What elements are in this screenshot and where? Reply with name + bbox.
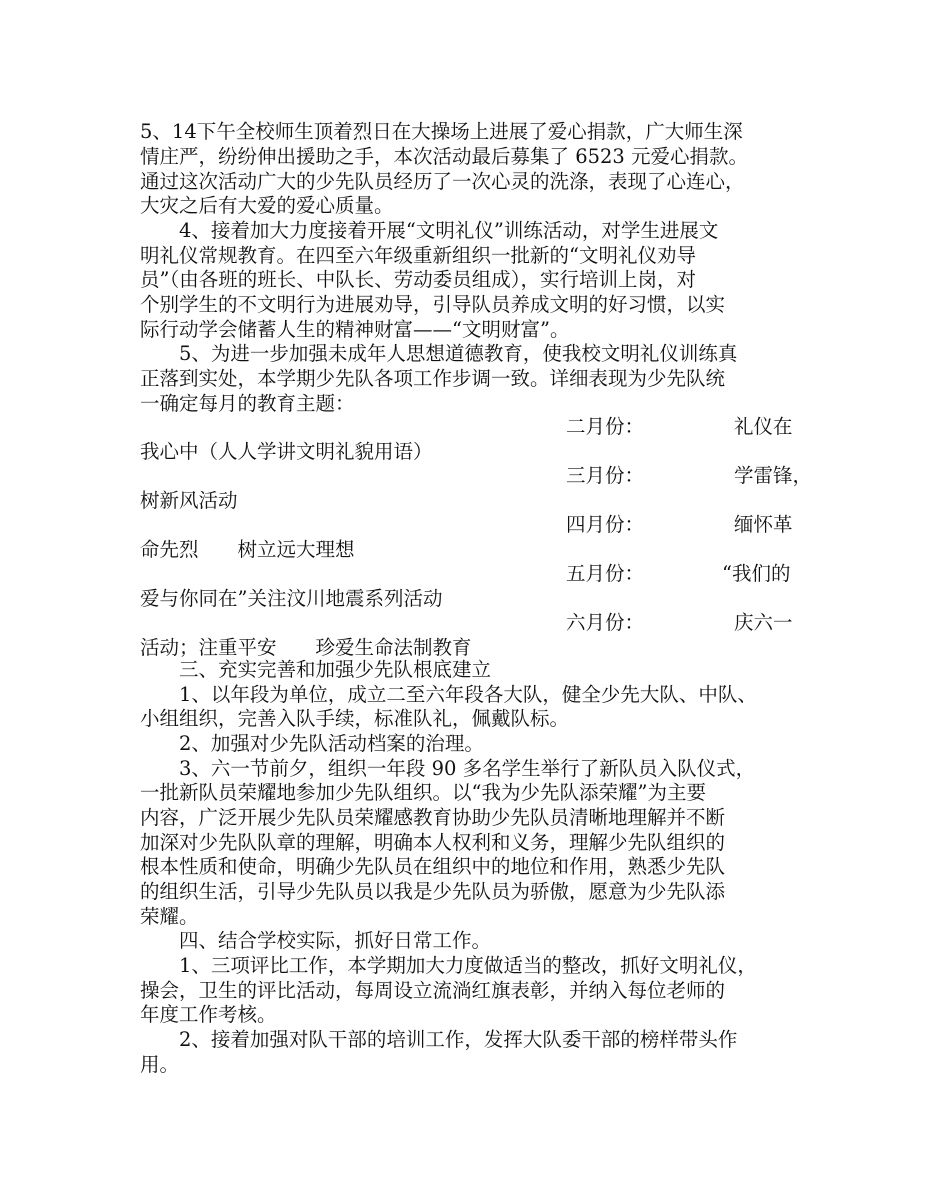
paragraph-line: 一批新队员荣耀地参加少先队组织。以“我为少先队添荣耀”为主要 [140,781,706,804]
month-theme-tail-apr: 命先烈 树立远大理想 [140,538,355,561]
paragraph-line: 用。 [140,1053,180,1076]
paragraph-line: 5、为进一步加强未成年人思想道德教育，使我校文明礼仪训练真 [179,342,738,365]
month-label-feb: 二月份： [566,415,645,438]
paragraph-line: 操会，卫生的评比活动，每周设立流淌红旗表彰，并纳入每位老师的 [140,979,726,1002]
paragraph-line: 情庄严，纷纷伸出援助之手，本次活动最后募集了 6523 元爱心捐款。 [140,145,749,168]
paragraph-line: 一确定每月的教育主题： [140,392,355,415]
paragraph-line: 际行动学会储蓄人生的精神财富——“文明财富”。 [140,318,570,341]
paragraph-line: 1、以年段为单位，成立二至六年段各大队，健全少先大队、中队、 [179,683,757,706]
paragraph-line: 小组组织，完善入队手续，标准队礼，佩戴队标。 [140,707,570,730]
month-theme-tail-jun: 活动；注重平安 珍爱生命法制教育 [140,636,472,659]
month-label-mar: 三月份： [566,464,645,487]
paragraph-line: 个别学生的不文明行为进展劝导，引导队员养成文明的好习惯，以实 [140,293,726,316]
paragraph-line: 大灾之后有大爱的爱心质量。 [140,194,394,217]
month-label-jun: 六月份： [566,611,645,634]
paragraph-line: 4、接着加大力度接着开展“文明礼仪”训练活动，对学生进展文 [179,219,719,242]
paragraph-line: 明礼仪常规教育。在四至六年级重新组织一批新的“文明礼仪劝导 [140,244,696,267]
month-theme-head-may: “我们的 [722,562,791,585]
section-heading: 三、充实完善和加强少先队根底建立 [179,658,492,681]
month-label-apr: 四月份： [566,513,645,536]
paragraph-line: 荣耀。 [140,905,199,928]
month-theme-head-mar: 学雷锋， [734,464,813,487]
paragraph-line: 3、六一节前夕，组织一年段 90 多名学生举行了新队员入队仪式， [179,757,756,780]
paragraph-line: 加深对少先队队章的理解，明确本人权利和义务，理解少先队组织的 [140,831,726,854]
paragraph-line: 年度工作考核。 [140,1003,277,1026]
month-theme-tail-feb: 我心中（人人学讲文明礼貌用语） [140,440,433,463]
paragraph-line: 通过这次活动广大的少先队员经历了一次心灵的洗涤，表现了心连心， [140,170,745,193]
paragraph-line: 根本性质和使命，明确少先队员在组织中的地位和作用，熟悉少先队 [140,855,726,878]
paragraph-line: 正落到实处，本学期少先队各项工作步调一致。详细表现为少先队统 [140,367,726,390]
month-theme-head-feb: 礼仪在 [734,415,793,438]
month-label-may: 五月份： [566,562,645,585]
month-theme-tail-mar: 树新风活动 [140,489,238,512]
paragraph-line: 5、14下午全校师生顶着烈日在大操场上进展了爱心捐款，广大师生深 [140,120,743,143]
month-theme-head-jun: 庆六一 [734,611,793,634]
month-theme-tail-may: 爱与你同在”关注汶川地震系列活动 [140,587,443,610]
paragraph-line: 的组织生活，引导少先队员以我是少先队员为骄傲，愿意为少先队添 [140,880,726,903]
paragraph-line: 2、接着加强对队干部的培训工作，发挥大队委干部的榜样带头作 [179,1028,738,1051]
section-heading: 四、结合学校实际，抓好日常工作。 [179,929,492,952]
paragraph-line: 内容，广泛开展少先队员荣耀感教育协助少先队员清晰地理解并不断 [140,806,726,829]
paragraph-line: 员”（由各班的班长、中队长、劳动委员组成），实行培训上岗，对 [140,268,696,291]
paragraph-line: 1、三项评比工作，本学期加大力度做适当的整改，抓好文明礼仪， [179,954,757,977]
month-theme-head-apr: 缅怀革 [734,513,793,536]
paragraph-line: 2、加强对少先队活动档案的治理。 [179,732,484,755]
